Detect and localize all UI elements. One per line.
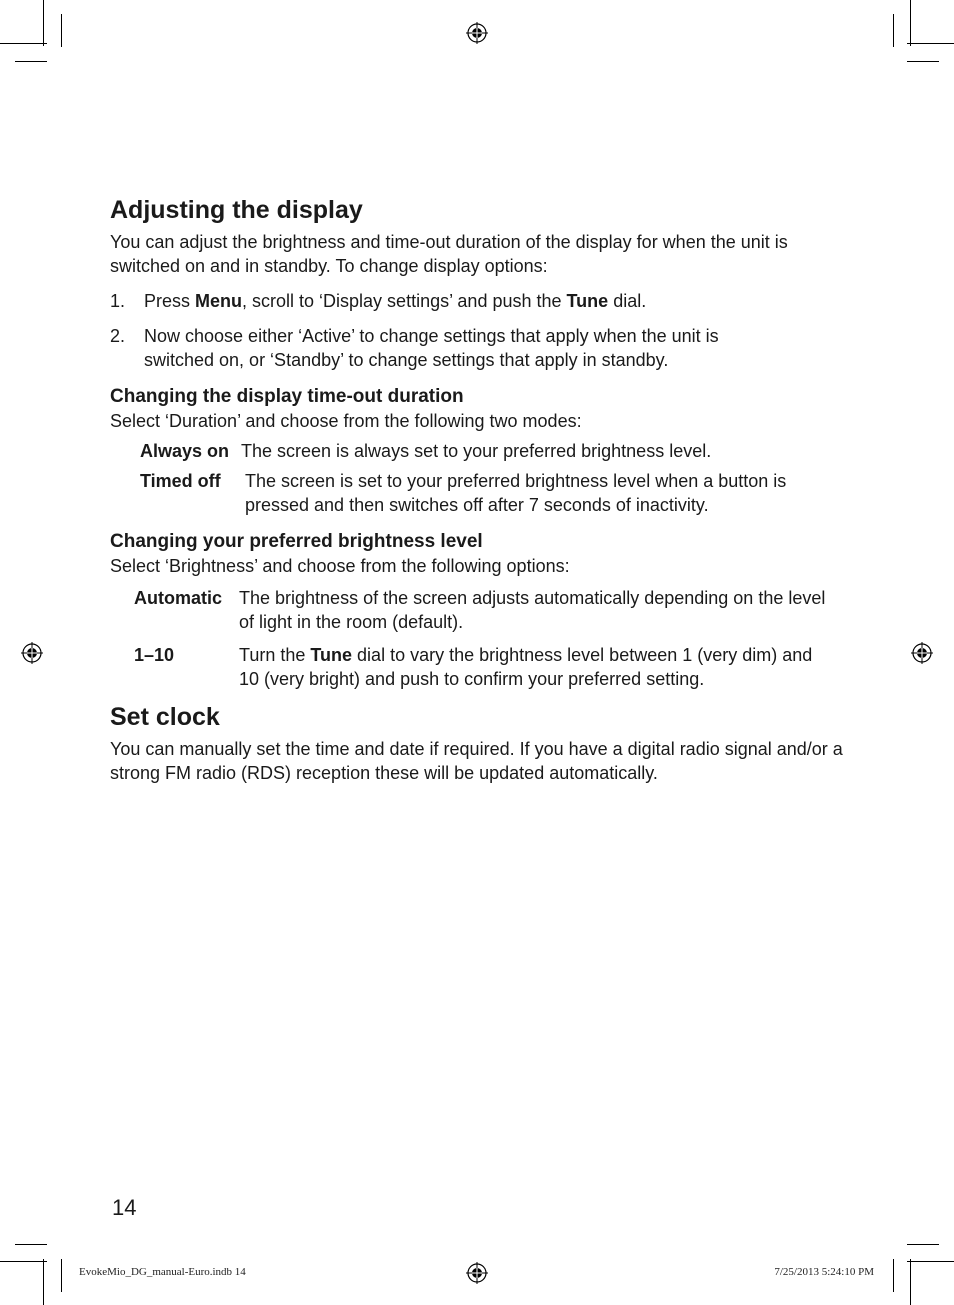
registration-mark-icon <box>466 1262 488 1284</box>
menu-button-label: Menu <box>195 291 243 311</box>
subsection-heading-brightness: Changing your preferred brightness level <box>110 531 483 552</box>
crop-mark <box>0 43 47 44</box>
subsection-intro: Select ‘Brightness’ and choose from the following options: <box>110 556 570 576</box>
crop-mark <box>907 43 954 44</box>
crop-mark <box>43 0 44 46</box>
crop-mark <box>43 1259 44 1305</box>
section-body: You can manually set the time and date if required. If you have a digital radio signal and/or a strong FM radio (RDS) reception these will be updated automatically. <box>110 739 843 783</box>
section-heading-adjusting-display: Adjusting the display <box>110 196 363 224</box>
step-text: dial. <box>608 291 647 311</box>
definition-desc: The screen is always set to your preferred brightness level. <box>241 441 712 461</box>
crop-mark <box>15 1244 47 1245</box>
subsection-intro: Select ‘Duration’ and choose from the following two modes: <box>110 411 582 431</box>
list-item <box>110 289 850 313</box>
registration-mark-icon <box>21 642 43 664</box>
definition-term: Always on <box>140 441 230 461</box>
list-number: 1. <box>110 291 126 311</box>
crop-mark <box>910 0 911 46</box>
slug-timestamp: 7/25/2013 5:24:10 PM <box>774 1266 874 1278</box>
step-text: Press <box>144 291 196 311</box>
section-heading-set-clock: Set clock <box>110 703 220 731</box>
definition-term: Timed off <box>140 471 221 491</box>
crop-mark <box>893 1259 894 1292</box>
definition-desc: Turn the <box>239 645 311 665</box>
definition-term: 1–10 <box>134 645 175 665</box>
tune-dial-label: Tune <box>310 645 353 665</box>
definition-row <box>110 439 850 463</box>
registration-mark-icon <box>466 22 488 44</box>
subsection-heading-timeout: Changing the display time-out duration <box>110 386 464 407</box>
section-intro: You can adjust the brightness and time-out duration of the display for when the unit is switched on and in standby. To change display options: <box>110 232 788 276</box>
page-number: 14 <box>112 1195 137 1220</box>
definition-row <box>110 643 850 691</box>
definition-desc: The brightness of the screen adjusts automatically depending on the level of light in the room (default). <box>239 588 826 632</box>
crop-mark <box>61 1259 62 1292</box>
crop-mark <box>893 14 894 47</box>
crop-mark <box>907 1244 939 1245</box>
slug-filename: EvokeMio_DG_manual-Euro.indb 14 <box>79 1266 246 1278</box>
list-item <box>110 324 850 372</box>
crop-mark <box>15 61 47 62</box>
crop-mark <box>61 14 62 47</box>
definition-row <box>110 469 850 517</box>
step-text: Now choose either ‘Active’ to change settings that apply when the unit is switched on, or ‘Standby’ to change settings that apply in standby. <box>144 326 719 370</box>
crop-mark <box>907 61 939 62</box>
page-content <box>110 194 850 785</box>
definition-row <box>110 586 850 634</box>
definition-term: Automatic <box>134 588 223 608</box>
definition-desc: dial to vary the brightness level between 1 (very dim) and 10 (very bright) and push to confirm your preferred setting. <box>239 645 813 689</box>
step-text: , scroll to ‘Display settings’ and push the <box>242 291 567 311</box>
registration-mark-icon <box>911 642 933 664</box>
list-number: 2. <box>110 326 126 346</box>
crop-mark <box>907 1261 954 1262</box>
crop-mark <box>910 1259 911 1305</box>
crop-mark <box>0 1261 47 1262</box>
definition-desc: The screen is set to your preferred brightness level when a button is pressed and then switches off after 7 seconds of inactivity. <box>245 471 787 515</box>
tune-dial-label: Tune <box>566 291 609 311</box>
